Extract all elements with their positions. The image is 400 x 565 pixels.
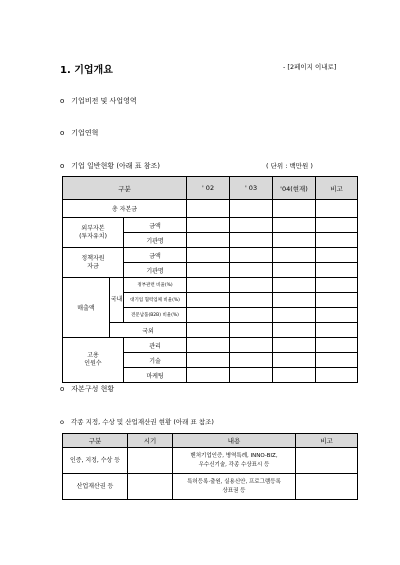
page-limit-note: - [2페이지 이내로]: [283, 63, 337, 71]
section-history-label: 기업연혁: [71, 129, 99, 137]
table-cell[interactable]: [316, 278, 358, 293]
table-cell[interactable]: [273, 368, 316, 383]
cert-category: 인증, 지정, 수상 등: [63, 448, 128, 474]
section-certs-label: 각종 지정, 수상 및 산업재산권 현황 (아래 표 참조): [70, 418, 214, 426]
table-cell[interactable]: [316, 293, 358, 308]
table-cell[interactable]: [230, 233, 273, 248]
table-cell[interactable]: [273, 308, 316, 323]
table-cell[interactable]: [273, 353, 316, 368]
cert-content-text: 벤처기업인증, 병역특례, INNO-BIZ, 우수신기술, 각종 수상표시 등: [190, 452, 278, 468]
policy-fund-text: 정책자원 자금: [81, 254, 105, 270]
cert-content: [173, 448, 296, 474]
table-cell[interactable]: [316, 353, 358, 368]
bullet-icon: o: [60, 162, 65, 170]
table-cell[interactable]: [273, 218, 316, 233]
table-cell[interactable]: [187, 278, 230, 293]
table-cell[interactable]: [187, 338, 230, 353]
tech-label: 기술: [124, 353, 187, 368]
table-cell[interactable]: [316, 263, 358, 278]
section-history: [60, 128, 98, 138]
header-category: 구분: [63, 177, 187, 200]
bullet-icon: o: [60, 385, 65, 393]
bullet-icon: o: [60, 129, 65, 137]
table-cell[interactable]: [230, 353, 273, 368]
table-cell[interactable]: [230, 278, 273, 293]
table-cell[interactable]: [296, 448, 358, 474]
company-status-table: [62, 176, 358, 383]
external-capital-label: [63, 218, 124, 248]
b2b-ratio-label: 전문납품(B2B) 비율(%): [124, 308, 187, 323]
amount-label: 금액: [124, 218, 187, 233]
section-equity: [60, 384, 114, 394]
header-remarks: 비고: [316, 177, 358, 200]
table-cell[interactable]: [230, 308, 273, 323]
overseas-label: 국외: [110, 323, 187, 338]
header-category: 구분: [63, 434, 128, 448]
table-cell[interactable]: [187, 293, 230, 308]
agency-label: 기관명: [124, 263, 187, 278]
table-cell[interactable]: [187, 218, 230, 233]
table-cell[interactable]: [230, 323, 273, 338]
table-cell[interactable]: [273, 263, 316, 278]
table-cell[interactable]: [187, 353, 230, 368]
agency-label: 기관명: [124, 233, 187, 248]
unit-label: ( 단위 : 백만원 ): [266, 162, 313, 170]
table-cell[interactable]: [273, 338, 316, 353]
table-cell[interactable]: [187, 200, 230, 218]
employees-text: 고용 인원수: [84, 352, 102, 367]
table-cell[interactable]: [230, 218, 273, 233]
domestic-label: 국내: [110, 278, 124, 323]
gov-ratio-label: 정부관련 비율(%): [124, 278, 187, 293]
policy-fund-label: [63, 248, 124, 278]
table-row: [63, 278, 358, 293]
bullet-icon: o: [60, 418, 64, 426]
management-label: 관리: [124, 338, 187, 353]
table-cell[interactable]: [316, 248, 358, 263]
header-year-03: ' 03: [230, 177, 273, 200]
table-row: [63, 448, 358, 474]
table-cell[interactable]: [187, 248, 230, 263]
certification-table: [62, 433, 358, 500]
header-year-02: ' 02: [187, 177, 230, 200]
section-equity-label: 자본구성 현황: [71, 385, 115, 393]
table-cell[interactable]: [187, 233, 230, 248]
table-cell[interactable]: [128, 474, 173, 500]
section-vision-label: 기업비전 및 사업영역: [71, 97, 137, 105]
external-capital-text: 외부자본 (투자유치): [79, 224, 107, 240]
table-cell[interactable]: [230, 338, 273, 353]
header-year-04: '04(현재): [273, 177, 316, 200]
ip-content: [173, 474, 296, 500]
section-general: [60, 161, 160, 171]
table-cell[interactable]: [316, 368, 358, 383]
table-cell[interactable]: [273, 278, 316, 293]
ip-content-text: 특허등록·출원, 실용신안, 프로그램등록 상표권 등: [187, 478, 281, 494]
table-cell[interactable]: [296, 474, 358, 500]
section-vision: [60, 96, 137, 106]
table-cell[interactable]: [316, 323, 358, 338]
table-cell[interactable]: [187, 323, 230, 338]
table-row: [63, 338, 358, 353]
table-header-row: [63, 177, 358, 200]
table-cell[interactable]: [187, 368, 230, 383]
table-cell[interactable]: [316, 218, 358, 233]
section-general-label: 기업 일반현황 (아래 표 참조): [71, 162, 161, 170]
table-cell[interactable]: [316, 338, 358, 353]
employees-label: [63, 338, 124, 383]
table-cell[interactable]: [128, 448, 173, 474]
table-cell[interactable]: [316, 200, 358, 218]
table-cell[interactable]: [273, 323, 316, 338]
section-certs: [60, 417, 214, 426]
page-title: 1. 기업개요: [60, 65, 113, 76]
header-remarks: 비고: [296, 434, 358, 448]
header-content: 내용: [173, 434, 296, 448]
table-row: [63, 248, 358, 263]
table-cell[interactable]: [230, 248, 273, 263]
table-cell[interactable]: [273, 233, 316, 248]
table-row: [63, 474, 358, 500]
table-cell[interactable]: [230, 368, 273, 383]
table-cell[interactable]: [230, 200, 273, 218]
table-cell[interactable]: [273, 248, 316, 263]
table-row: [63, 200, 358, 218]
table-cell[interactable]: [230, 293, 273, 308]
partner-ratio-label: 대기업 협력업체 비율(%): [124, 293, 187, 308]
bullet-icon: o: [60, 97, 65, 105]
table-cell[interactable]: [316, 233, 358, 248]
table-cell[interactable]: [187, 308, 230, 323]
table-row: [63, 218, 358, 233]
ip-category: 산업재산권 등: [63, 474, 128, 500]
table-cell[interactable]: [273, 293, 316, 308]
table-header-row: [63, 434, 358, 448]
total-capital-label: 총 자본금: [63, 200, 187, 218]
marketing-label: 마케팅: [124, 368, 187, 383]
table-cell[interactable]: [187, 263, 230, 278]
header-period: 시기: [128, 434, 173, 448]
table-cell[interactable]: [316, 308, 358, 323]
table-cell[interactable]: [273, 200, 316, 218]
table-cell[interactable]: [230, 263, 273, 278]
sales-label: 매출액: [63, 278, 110, 338]
amount-label: 금액: [124, 248, 187, 263]
